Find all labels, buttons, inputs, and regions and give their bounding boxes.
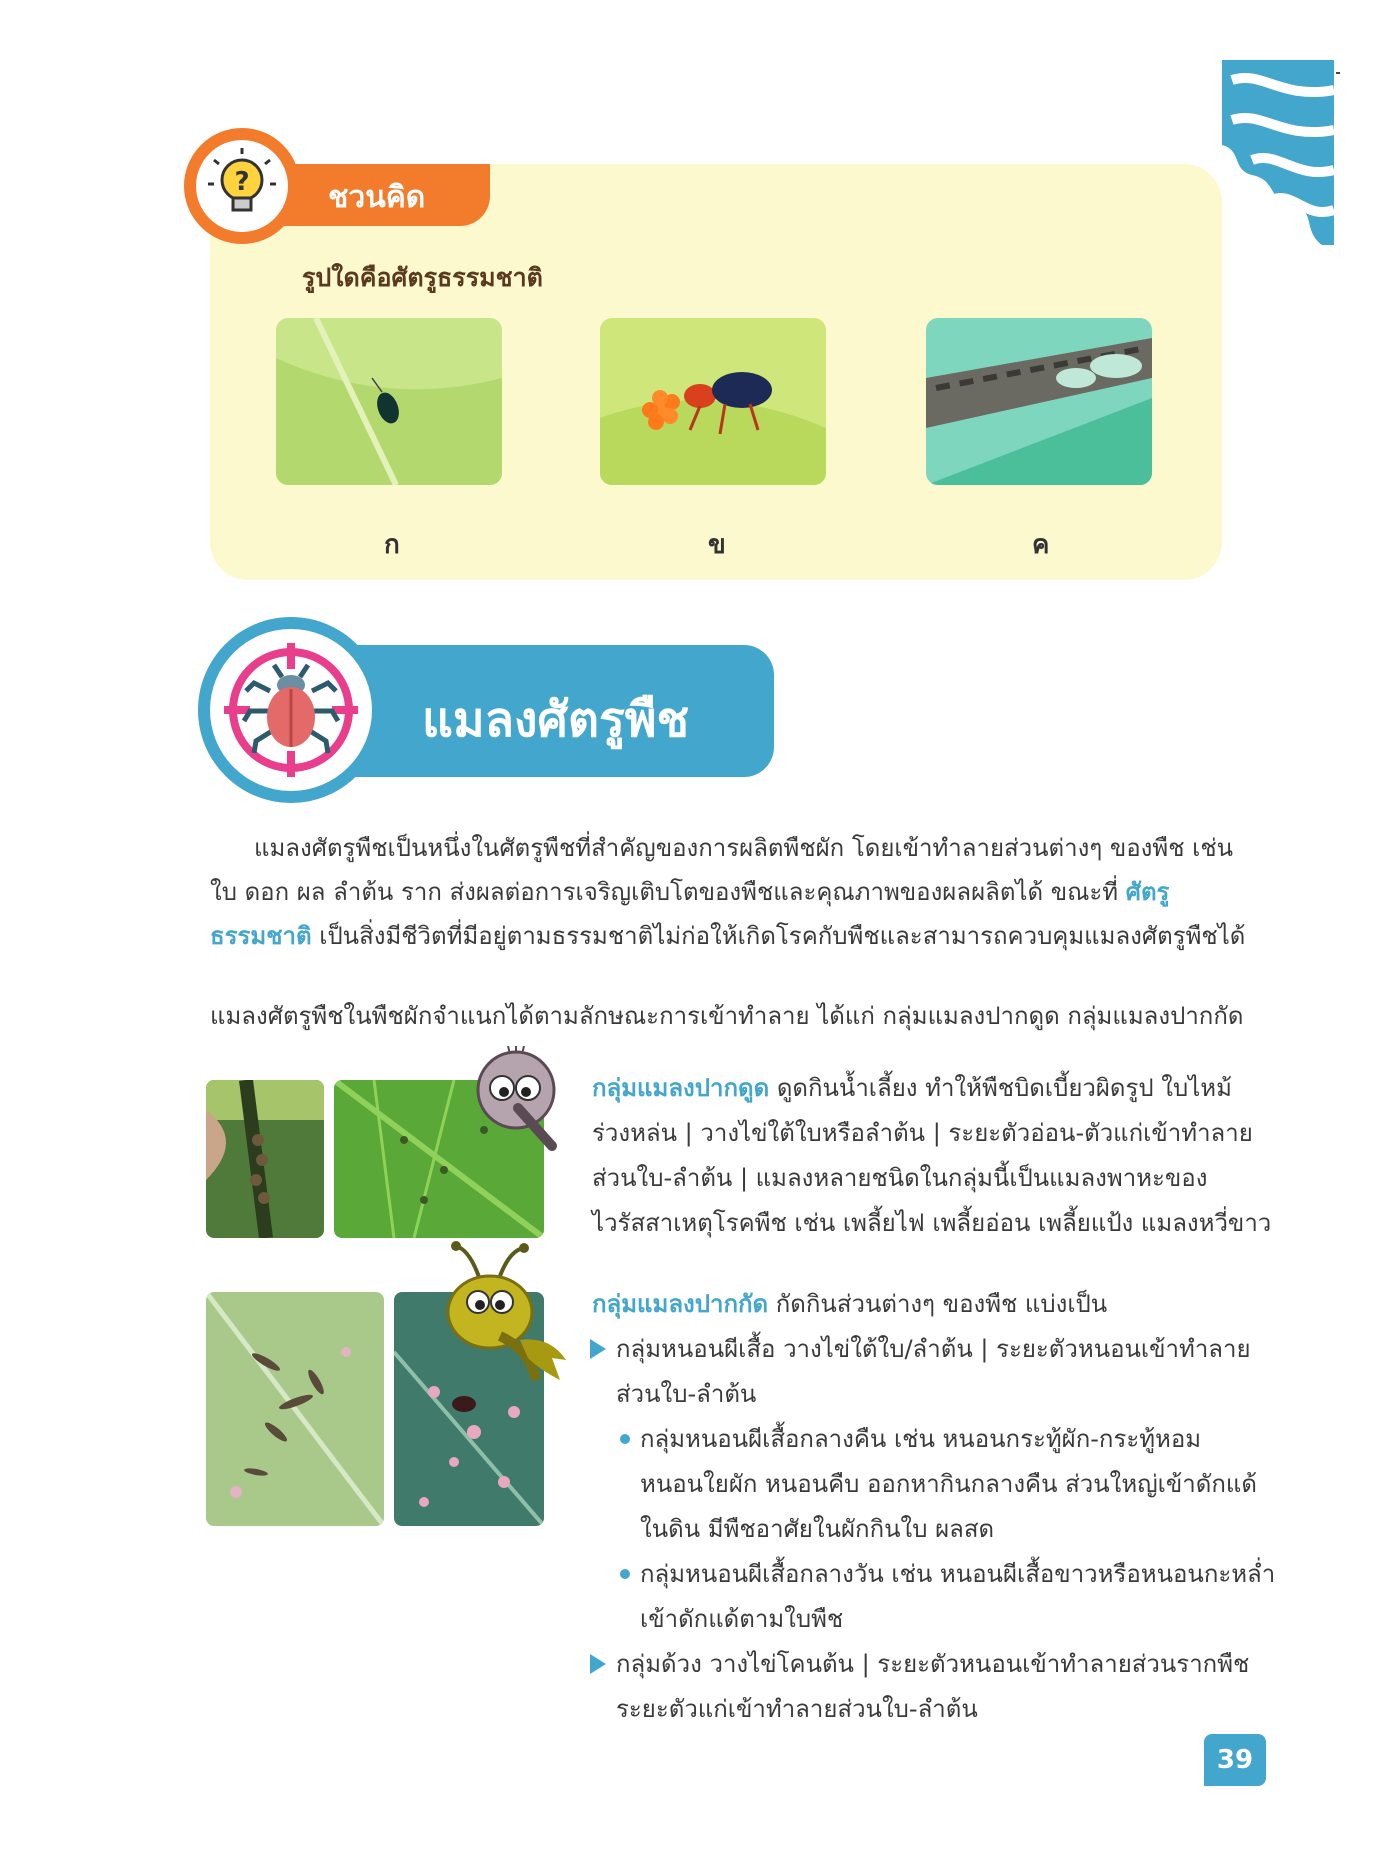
chewing-heading: กลุ่มแมลงปากกัด — [592, 1290, 769, 1318]
beetle-group — [590, 1642, 1249, 1732]
day-line-2: เข้าดักแด้ตามใบพืช — [640, 1605, 844, 1633]
intro-line-2 — [210, 870, 1225, 914]
intro-line-3 — [210, 914, 1246, 958]
night-line-2: หนอนใยผัก หนอนคืบ ออกหากินกลางคืน ส่วนใหญ่เข้าดักแด้ — [640, 1470, 1257, 1498]
moth-line-1 — [590, 1327, 1251, 1372]
chewing-heading-line — [592, 1282, 1107, 1327]
svg-text:?: ? — [234, 167, 250, 197]
think-question: รูปใดคือศัตรูธรรมชาติ — [302, 263, 543, 292]
photo-aphids-stem — [206, 1080, 324, 1238]
chewing-heading-rest: กัดกินส่วนต่างๆ ของพืช แบ่งเป็น — [768, 1290, 1108, 1318]
intro-line-3-text: เป็นสิ่งมีชีวิตที่มีอยู่ตามธรรมชาติไม่ก่อให้เกิดโรคกับพืชและสามารถควบคุมแมลงศัตรูพืชได้ — [311, 922, 1246, 950]
moth-line-2: ส่วนใบ-ลำต้น — [616, 1380, 757, 1408]
day-moth-group — [620, 1552, 1275, 1642]
moth-line-1-text: กลุ่มหนอนผีเสื้อ วางไข่ใต้ใบ/ลำต้น | ระยะตัวหนอนเข้าทำลาย — [616, 1335, 1251, 1363]
night-moth-group — [620, 1417, 1257, 1552]
choice-label-a: ก — [384, 530, 400, 560]
day-line-1 — [620, 1552, 1275, 1597]
intro-paragraph — [210, 826, 1246, 958]
sucking-insects-text — [592, 1066, 1271, 1246]
day-line-1-text: กลุ่มหนอนผีเสื้อกลางวัน เช่น หนอนผีเสื้อขาวหรือหนอนกะหล่ำ — [640, 1560, 1276, 1588]
choice-label-b: ข — [708, 530, 726, 560]
triangle-bullet-icon — [590, 1654, 606, 1674]
intro-line-2-text: ใบ ดอก ผล ลำต้น ราก ส่งผลต่อการเจริญเติบโตของพืชและคุณภาพของผลผลิตได้ ขณะที่ — [210, 878, 1126, 906]
beetle-line-1-text: กลุ่มด้วง วางไข่โคนต้น | ระยะตัวหนอนเข้าทำลายส่วนรากพืช — [616, 1650, 1250, 1678]
dot-bullet-icon — [620, 1434, 630, 1444]
intro-line-1: แมลงศัตรูพืชเป็นหนึ่งในศัตรูพืชที่สำคัญของการผลิตพืชผัก โดยเข้าทำลายส่วนต่างๆ ของพืช เช่น — [254, 834, 1234, 862]
intro-line-4: แมลงศัตรูพืชในพืชผักจำแนกได้ตามลักษณะการเข้าทำลาย ได้แก่ กลุ่มแมลงปากดูด กลุ่มแมลงปากกัด — [210, 1002, 1244, 1030]
think-tab-label: ชวนคิด — [328, 180, 426, 215]
dot-bullet-icon — [620, 1569, 630, 1579]
bug-target-icon — [210, 629, 372, 791]
beetle-line-2: ระยะตัวแก่เข้าทำลายส่วนใบ-ลำต้น — [616, 1695, 978, 1723]
corner-wave-decoration — [1222, 60, 1334, 245]
sucking-line-2: ร่วงหล่น | วางไข่ใต้ใบหรือลำต้น | ระยะตัวอ่อน-ตัวแก่เข้าทำลาย — [592, 1119, 1253, 1147]
night-line-3: ในดิน มีพืชอาศัยในผักกินใบ ผลสด — [640, 1515, 995, 1543]
grasshopper-cartoon-icon — [440, 1240, 580, 1400]
beetle-line-1 — [590, 1642, 1249, 1687]
moth-group — [590, 1327, 1251, 1417]
photo-choice-a — [276, 318, 502, 485]
triangle-bullet-icon — [590, 1339, 606, 1359]
chewing-insects-text — [592, 1282, 1107, 1327]
sucking-heading: กลุ่มแมลงปากดูด — [592, 1074, 770, 1102]
corner-mark — [1336, 72, 1340, 74]
photo-choice-b — [600, 318, 826, 485]
night-line-1-text: กลุ่มหนอนผีเสื้อกลางคืน เช่น หนอนกระทู้ผัก-กระทู้หอม — [640, 1425, 1202, 1453]
term-natural-enemy-part2: ธรรมชาติ — [210, 922, 312, 950]
sucking-line-4: ไวรัสสาเหตุโรคพืช เช่น เพลี้ยไฟ เพลี้ยอ่อน เพลี้ยแป้ง แมลงหวี่ขาว — [592, 1209, 1272, 1237]
section-title: แมลงศัตรูพืช — [422, 692, 690, 748]
photo-choice-c — [926, 318, 1152, 485]
page-number: 39 — [1204, 1734, 1266, 1786]
night-line-1 — [620, 1417, 1257, 1462]
term-natural-enemy-part1: ศัตรู — [1125, 878, 1170, 906]
lightbulb-question-icon — [196, 140, 288, 232]
mosquito-cartoon-icon — [470, 1046, 570, 1156]
sucking-line-3: ส่วนใบ-ลำต้น | แมลงหลายชนิดในกลุ่มนี้เป็นแมลงพาหะของ — [592, 1164, 1208, 1192]
photo-caterpillar-damage — [206, 1292, 384, 1526]
sucking-line-1-text: ดูดกินน้ำเลี้ยง ทำให้พืชบิดเบี้ยวผิดรูป ใบไหม้ — [769, 1074, 1232, 1102]
sucking-line-1 — [592, 1066, 1271, 1111]
choice-label-c: ค — [1032, 530, 1050, 560]
